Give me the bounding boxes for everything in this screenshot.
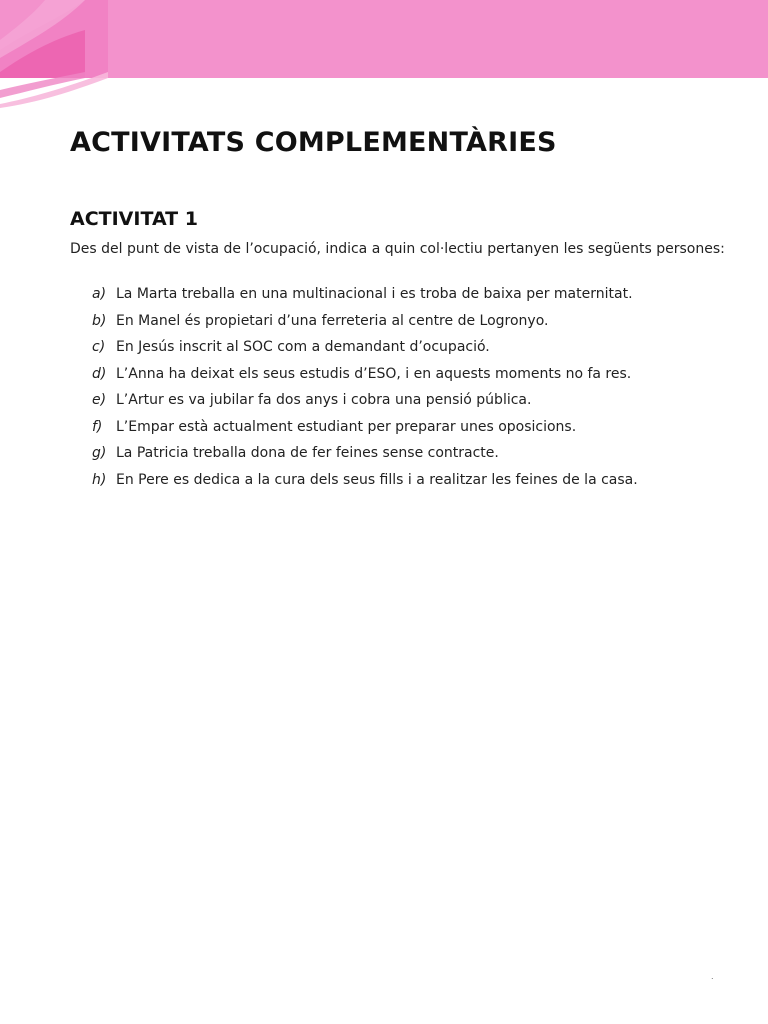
item-letter: c) bbox=[92, 339, 106, 355]
list-item bbox=[92, 311, 732, 338]
item-text: En Manel és propietari d’una ferreteria al centre de Logronyo. bbox=[116, 312, 549, 329]
item-text: En Pere es dedica a la cura dels seus fills i a realitzar les feines de la casa. bbox=[116, 471, 638, 488]
item-text: La Marta treballa en una multinacional i es troba de baixa per maternitat. bbox=[116, 286, 633, 302]
list-item bbox=[92, 337, 732, 364]
list-item bbox=[92, 390, 732, 417]
item-text: L’Artur es va jubilar fa dos anys i cobra una pensió pública. bbox=[116, 392, 532, 408]
item-text: L’Anna ha deixat els seus estudis d’ESO, i en aquests moments no fa res. bbox=[116, 365, 632, 382]
activity-item-list bbox=[92, 284, 732, 496]
item-letter: e) bbox=[92, 392, 107, 408]
activity-heading: ACTIVITAT 1 bbox=[70, 208, 198, 230]
item-letter: a) bbox=[92, 286, 107, 302]
item-letter: g) bbox=[92, 445, 107, 461]
list-item bbox=[92, 443, 732, 470]
list-item bbox=[92, 364, 732, 391]
item-text: La Patricia treballa dona de fer feines sense contracte. bbox=[116, 445, 499, 461]
item-text: En Jesús inscrit al SOC com a demandant d’ocupació. bbox=[116, 339, 490, 355]
page-marker: . bbox=[711, 972, 714, 981]
item-letter: b) bbox=[92, 312, 107, 329]
list-item bbox=[92, 417, 732, 444]
list-item bbox=[92, 470, 732, 497]
pink-swoosh-icon bbox=[0, 0, 130, 110]
page-title: ACTIVITATS COMPLEMENTÀRIES bbox=[70, 127, 557, 158]
item-letter: f) bbox=[92, 418, 103, 435]
activity-intro: Des del punt de vista de l’ocupació, indica a quin col·lectiu pertanyen les següents persones: bbox=[70, 241, 725, 257]
item-letter: d) bbox=[92, 365, 107, 382]
item-text: L’Empar està actualment estudiant per preparar unes oposicions. bbox=[116, 418, 577, 435]
list-item bbox=[92, 284, 732, 311]
item-letter: h) bbox=[92, 471, 107, 488]
